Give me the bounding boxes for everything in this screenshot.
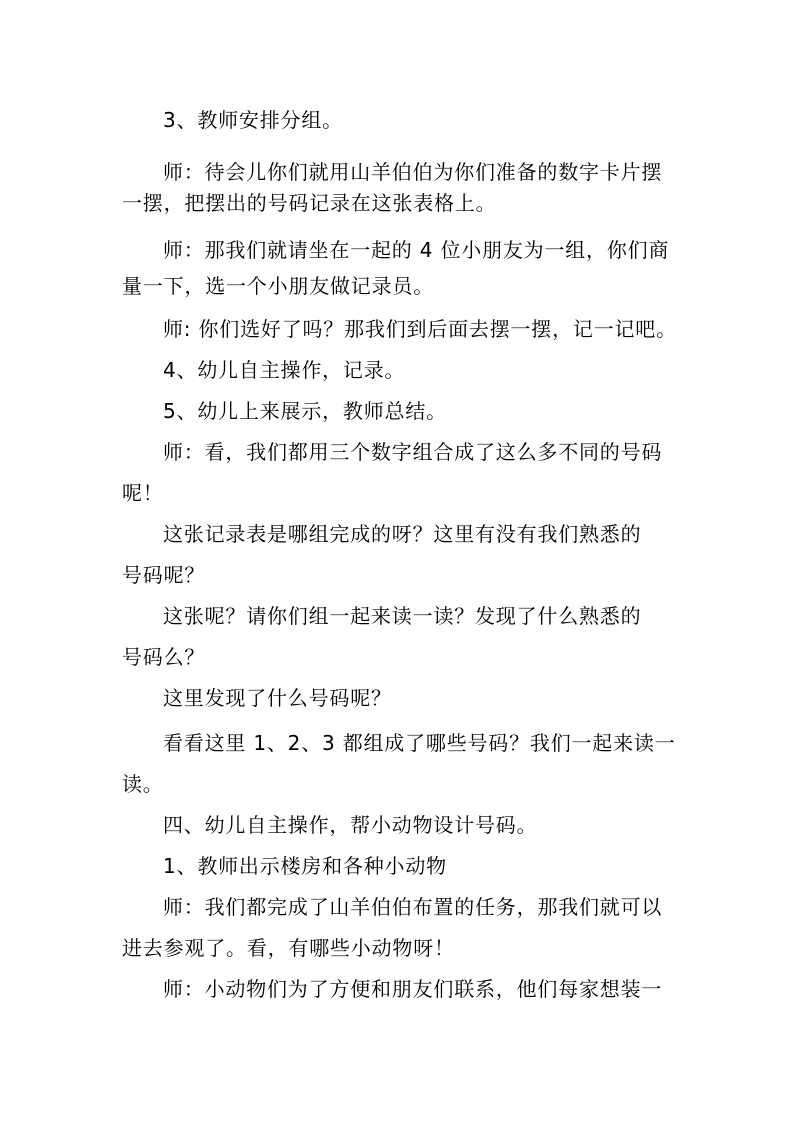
para-7-line-2: 呢！ <box>122 481 164 505</box>
para-11-line-1: 看看这里 1、2、3 都组成了哪些号码？我们一起来读一 <box>163 731 676 755</box>
para-8-line-1: 这张记录表是哪组完成的呀？这里有没有我们熟悉的 <box>163 522 642 546</box>
para-6-line-1: 5、幼儿上来展示，教师总结。 <box>163 399 447 423</box>
para-1-line-1: 3、教师安排分组。 <box>163 108 343 132</box>
para-14-line-1: 师：我们都完成了山羊伯伯布置的任务，那我们就可以 <box>163 895 663 919</box>
para-11-line-2: 读。 <box>122 772 164 796</box>
para-14-line-2: 进去参观了。看，有哪些小动物呀！ <box>122 936 455 960</box>
para-2-line-2: 一摆，把摆出的号码记录在这张表格上。 <box>122 191 497 215</box>
para-9-line-1: 这张呢？请你们组一起来读一读？发现了什么熟悉的 <box>163 604 642 628</box>
para-7-line-1: 师：看，我们都用三个数字组合成了这么多不同的号码 <box>163 440 663 464</box>
para-3-line-1: 师：那我们就请坐在一起的 4 位小朋友为一组，你们商 <box>163 238 670 262</box>
para-2-line-1: 师：待会儿你们就用山羊伯伯为你们准备的数字卡片摆 <box>163 160 663 184</box>
para-5-line-1: 4、幼儿自主操作，记录。 <box>163 358 406 382</box>
para-8-line-2: 号码呢？ <box>122 563 206 587</box>
para-4-line-1: 师: 你们选好了吗？那我们到后面去摆一摆，记一记吧。 <box>163 317 677 341</box>
para-15-line-1: 师：小动物们为了方便和朋友们联系，他们每家想装一 <box>163 977 663 1001</box>
para-10-line-1: 这里发现了什么号码呢？ <box>163 686 392 710</box>
para-3-line-2: 量一下，选一个小朋友做记录员。 <box>122 274 434 298</box>
para-13-line-1: 1、教师出示楼房和各种小动物 <box>163 854 447 878</box>
para-9-line-2: 号码么？ <box>122 645 206 669</box>
para-12-line-1: 四、幼儿自主操作，帮小动物设计号码。 <box>163 813 538 837</box>
